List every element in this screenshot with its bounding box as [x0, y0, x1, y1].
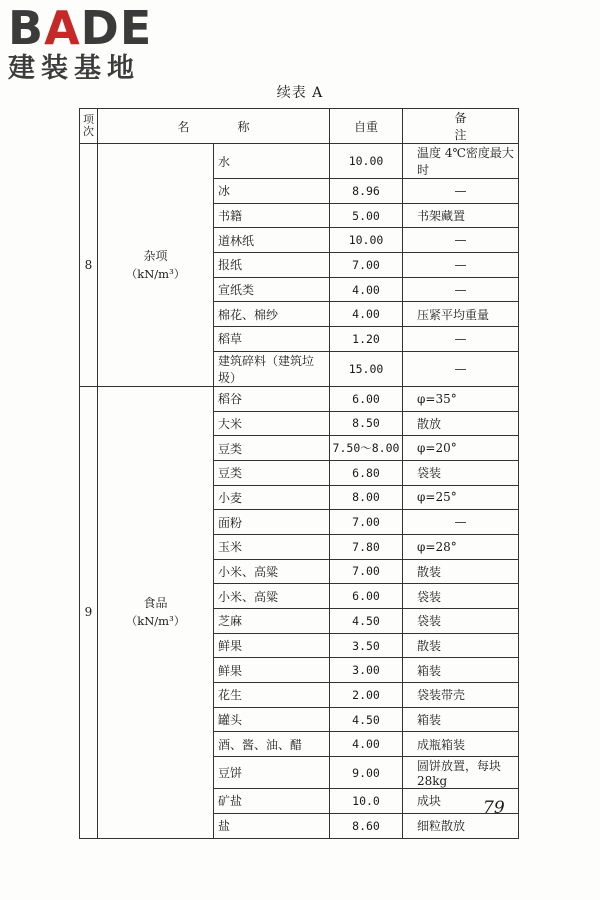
item-name: 盐 — [214, 813, 330, 838]
item-weight: 15.00 — [330, 351, 403, 386]
logo-subtitle: 建装基地 — [8, 53, 140, 84]
item-remark: — — [403, 253, 519, 278]
item-remark: 细粒散放 — [403, 813, 519, 838]
item-remark: — — [403, 327, 519, 352]
bade-logo — [8, 1, 178, 84]
item-remark: 散放 — [403, 411, 519, 436]
item-name: 豆类 — [214, 436, 330, 461]
table-header-row — [80, 109, 519, 144]
item-name: 豆类 — [214, 460, 330, 485]
item-weight: 8.50 — [330, 411, 403, 436]
item-weight: 8.00 — [330, 485, 403, 510]
item-name: 豆饼 — [214, 757, 330, 789]
item-name: 小麦 — [214, 485, 330, 510]
table-row — [80, 386, 519, 411]
item-remark: 箱装 — [403, 658, 519, 683]
table-row — [80, 144, 519, 179]
group-number: 8 — [80, 144, 98, 387]
item-weight: 7.00 — [330, 253, 403, 278]
item-name: 大米 — [214, 411, 330, 436]
item-weight: 4.50 — [330, 707, 403, 732]
item-name: 道林纸 — [214, 228, 330, 253]
material-weight-table — [79, 108, 523, 839]
item-weight: 7.00 — [330, 559, 403, 584]
table-body — [80, 144, 519, 839]
item-remark: 袋装 — [403, 460, 519, 485]
item-remark: 箱装 — [403, 707, 519, 732]
item-remark: 书架藏置 — [403, 203, 519, 228]
header-weight: 自重 — [330, 109, 403, 144]
item-name: 矿盐 — [214, 789, 330, 814]
item-remark: — — [403, 351, 519, 386]
item-name: 报纸 — [214, 253, 330, 278]
item-name: 罐头 — [214, 707, 330, 732]
item-weight: 4.00 — [330, 302, 403, 327]
item-weight: 10.00 — [330, 144, 403, 179]
item-name: 花生 — [214, 683, 330, 708]
item-weight: 4.00 — [330, 732, 403, 757]
table-title: 续表 A — [276, 85, 324, 101]
item-name: 建筑碎料（建筑垃圾） — [214, 351, 330, 386]
group-number: 9 — [80, 386, 98, 838]
item-remark: 袋装 — [403, 609, 519, 634]
item-name: 冰 — [214, 179, 330, 204]
item-remark: 温度 4℃密度最大时 — [403, 144, 519, 179]
group-category-name: 食品 — [143, 596, 168, 611]
item-weight: 7.00 — [330, 510, 403, 535]
item-weight: 8.60 — [330, 813, 403, 838]
item-remark: 散装 — [403, 559, 519, 584]
item-remark: φ=25° — [403, 485, 519, 510]
item-weight: 3.00 — [330, 658, 403, 683]
item-weight: 7.50～8.00 — [330, 436, 403, 461]
item-weight: 4.00 — [330, 277, 403, 302]
item-name: 芝麻 — [214, 609, 330, 634]
group-category-unit: （kN/m³） — [125, 614, 186, 629]
item-weight: 1.20 — [330, 327, 403, 352]
item-weight: 6.00 — [330, 584, 403, 609]
item-remark: 散装 — [403, 633, 519, 658]
item-name: 小米、高粱 — [214, 584, 330, 609]
item-name: 书籍 — [214, 203, 330, 228]
item-remark: — — [403, 179, 519, 204]
header-remark: 备 注 — [403, 109, 519, 144]
item-weight: 8.96 — [330, 179, 403, 204]
item-remark: φ=28° — [403, 534, 519, 559]
item-name: 水 — [214, 144, 330, 179]
item-name: 小米、高粱 — [214, 559, 330, 584]
item-weight: 6.80 — [330, 460, 403, 485]
group-category-unit: （kN/m³） — [125, 266, 186, 281]
item-remark: 成块 — [403, 789, 519, 814]
item-remark: — — [403, 228, 519, 253]
item-remark: φ=35° — [403, 386, 519, 411]
item-remark: 袋装带壳 — [403, 683, 519, 708]
group-category — [98, 386, 214, 838]
item-remark: φ=20° — [403, 436, 519, 461]
item-name: 鲜果 — [214, 658, 330, 683]
item-remark: — — [403, 510, 519, 535]
page-number: 79 — [483, 798, 505, 818]
item-remark: 成瓶箱装 — [403, 732, 519, 757]
item-remark: 袋装 — [403, 584, 519, 609]
item-weight: 2.00 — [330, 683, 403, 708]
item-name: 鲜果 — [214, 633, 330, 658]
item-weight: 5.00 — [330, 203, 403, 228]
item-remark: 压紧平均重量 — [403, 302, 519, 327]
logo-wordmark: BADE — [8, 1, 153, 55]
item-name: 宣纸类 — [214, 277, 330, 302]
item-weight: 9.00 — [330, 757, 403, 789]
item-name: 酒、酱、油、醋 — [214, 732, 330, 757]
item-name: 玉米 — [214, 534, 330, 559]
item-name: 面粉 — [214, 510, 330, 535]
item-name: 稻谷 — [214, 386, 330, 411]
item-weight: 7.80 — [330, 534, 403, 559]
item-remark: — — [403, 277, 519, 302]
item-remark: 圆饼放置，每块 28kg — [403, 757, 519, 789]
item-weight: 6.00 — [330, 386, 403, 411]
group-category-name: 杂项 — [143, 248, 168, 263]
item-weight: 10.0 — [330, 789, 403, 814]
header-name: 名 称 — [98, 109, 330, 144]
item-weight: 10.00 — [330, 228, 403, 253]
item-weight: 4.50 — [330, 609, 403, 634]
item-name: 棉花、棉纱 — [214, 302, 330, 327]
group-category — [98, 144, 214, 387]
header-no: 项次 — [80, 109, 98, 144]
item-weight: 3.50 — [330, 633, 403, 658]
item-name: 稻草 — [214, 327, 330, 352]
